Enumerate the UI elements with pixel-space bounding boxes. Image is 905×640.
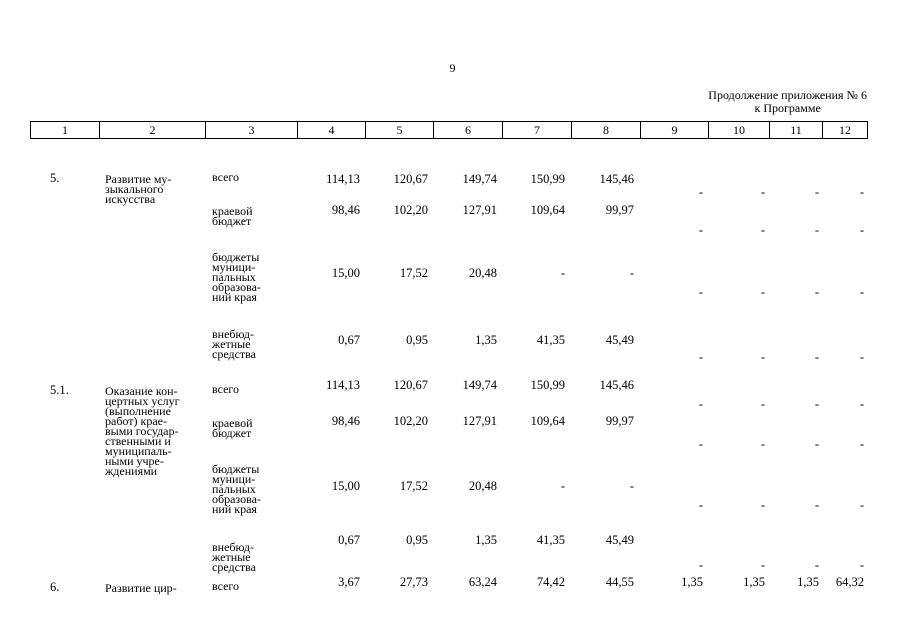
row-name-line: ждениями [105,464,158,478]
value-cell: - [560,479,565,493]
value-cell: 98,46 [331,414,360,428]
value-cell: 45,49 [605,333,634,347]
funding-source [212,581,282,591]
value-cell: 44,55 [605,575,634,589]
funding-source-line: образова- [212,280,261,294]
empty-cell: - [859,498,864,512]
funding-source-line: краевой [212,416,253,430]
row-name-line: ными учре- [105,454,164,468]
row-number: 6. [50,580,60,594]
row-name-line: выми государ- [105,424,179,438]
header-cell: 3 [206,122,298,138]
value-cell: 20,48 [468,266,497,280]
header-cell: 9 [641,122,709,138]
value-cell: 1,35 [475,333,497,347]
value-cell: 109,64 [530,414,565,428]
value-cell: 120,67 [393,172,428,186]
funding-source-line: краевой [212,204,253,218]
empty-cell: - [760,437,765,451]
value-cell: 1,35 [743,575,765,589]
funding-source-line: бюджет [212,214,252,228]
funding-source-line: ний края [212,502,257,516]
empty-cell: - [859,558,864,572]
value-cell: 1,35 [681,575,703,589]
funding-source-line: средства [212,560,257,574]
value-cell: 102,20 [393,203,428,217]
value-cell: 0,67 [338,333,360,347]
empty-cell: - [698,437,703,451]
value-cell: 41,35 [536,333,565,347]
funding-source [212,329,282,359]
value-cell: 120,67 [393,378,428,392]
header-cell: 6 [434,122,503,138]
value-cell: 109,64 [530,203,565,217]
header-cell: 7 [503,122,572,138]
value-cell: 45,49 [605,533,634,547]
value-cell: 99,97 [605,203,634,217]
empty-cell: - [698,223,703,237]
value-cell: 149,74 [462,378,497,392]
empty-cell: - [814,185,819,199]
row-name [105,174,205,204]
value-cell: 1,35 [475,533,497,547]
row-name-line: цертных услуг [105,394,180,408]
row-name-line: искусства [105,192,156,206]
value-cell: - [629,479,634,493]
funding-source-line: жетные [212,550,251,564]
value-cell: 20,48 [468,479,497,493]
empty-cell: - [698,185,703,199]
continuation-note [708,89,867,115]
empty-cell: - [814,350,819,364]
empty-cell: - [859,223,864,237]
row-name-line: Развитие му- [105,172,172,186]
empty-cell: - [859,185,864,199]
value-cell: 98,46 [331,203,360,217]
value-cell: 27,73 [399,575,428,589]
value-cell: 15,00 [331,479,360,493]
funding-source [212,464,282,514]
value-cell: 150,99 [530,172,565,186]
value-cell: 114,13 [326,172,360,186]
row-number: 5. [50,171,60,185]
value-cell: 17,52 [399,266,428,280]
value-cell: 63,24 [468,575,497,589]
value-cell: 3,67 [338,575,360,589]
funding-source [212,384,282,394]
empty-cell: - [859,437,864,451]
header-cell: 10 [709,122,770,138]
value-cell: 17,52 [399,479,428,493]
funding-source-line: жетные [212,337,251,351]
value-cell: 149,74 [462,172,497,186]
value-cell: 0,95 [406,533,428,547]
empty-cell: - [814,437,819,451]
row-name-line: Развитие цир- [105,581,177,595]
continuation-line-1: Продолжение приложения № 6 [708,88,867,102]
funding-source [212,172,282,182]
funding-source-line: ний края [212,290,257,304]
value-cell: - [560,266,565,280]
funding-source [212,418,282,438]
empty-cell: - [698,285,703,299]
empty-cell: - [859,285,864,299]
funding-source-line: всего [212,382,240,396]
funding-source-line: всего [212,579,240,593]
header-cell: 12 [839,123,851,137]
funding-source-line: пальных [212,482,256,496]
header-cell: 4 [298,122,366,138]
empty-cell: - [698,558,703,572]
funding-source-line: внебюд- [212,540,254,554]
value-cell: 145,46 [599,172,634,186]
row-name-line: ственными и [105,434,171,448]
funding-source-line: бюджеты [212,250,260,264]
funding-source-line: пальных [212,270,256,284]
row-name-line: работ) крае- [105,414,167,428]
page-number: 9 [449,61,456,75]
empty-cell: - [760,223,765,237]
value-cell: 0,67 [338,533,360,547]
header-cell: 5 [366,122,434,138]
value-cell: 64,32 [835,575,864,589]
row-name-line: (выполнение [105,404,171,418]
row-name-line: Оказание кон- [105,384,178,398]
empty-cell: - [814,223,819,237]
row-name-line: муниципаль- [105,444,172,458]
empty-cell: - [760,350,765,364]
value-cell: 1,35 [797,575,819,589]
funding-source [212,252,282,302]
value-cell: 127,91 [462,203,497,217]
table-header [30,121,868,139]
funding-source-line: всего [212,170,240,184]
empty-cell: - [814,498,819,512]
row-name-line: зыкального [105,182,164,196]
value-cell: 145,46 [599,378,634,392]
funding-source-line: муници- [212,472,256,486]
value-cell: 15,00 [331,266,360,280]
value-cell: 150,99 [530,378,565,392]
empty-cell: - [698,498,703,512]
empty-cell: - [698,397,703,411]
empty-cell: - [859,397,864,411]
empty-cell: - [859,350,864,364]
empty-cell: - [760,558,765,572]
empty-cell: - [760,185,765,199]
funding-source-line: внебюд- [212,327,254,341]
value-cell: 99,97 [605,414,634,428]
empty-cell: - [760,498,765,512]
row-name [105,386,205,476]
funding-source-line: средства [212,347,257,361]
empty-cell: - [814,397,819,411]
empty-cell: - [760,285,765,299]
empty-cell: - [814,285,819,299]
value-cell: 127,91 [462,414,497,428]
row-number: 5.1. [50,383,69,397]
value-cell: 102,20 [393,414,428,428]
header-cell: 2 [100,122,206,138]
row-name [105,583,205,593]
value-cell: 74,42 [536,575,565,589]
funding-source-line: бюджет [212,426,252,440]
funding-source-line: бюджеты [212,462,260,476]
funding-source-line: муници- [212,260,256,274]
value-cell: 0,95 [406,333,428,347]
header-cell: 1 [31,122,100,138]
funding-source [212,542,282,572]
value-cell: 41,35 [536,533,565,547]
funding-source-line: образова- [212,492,261,506]
empty-cell: - [814,558,819,572]
value-cell: 114,13 [326,378,360,392]
empty-cell: - [698,350,703,364]
empty-cell: - [760,397,765,411]
funding-source [212,206,282,226]
continuation-line-2: к Программе [754,101,821,115]
header-cell: 8 [572,122,641,138]
value-cell: - [629,266,634,280]
header-cell: 11 [770,122,823,138]
